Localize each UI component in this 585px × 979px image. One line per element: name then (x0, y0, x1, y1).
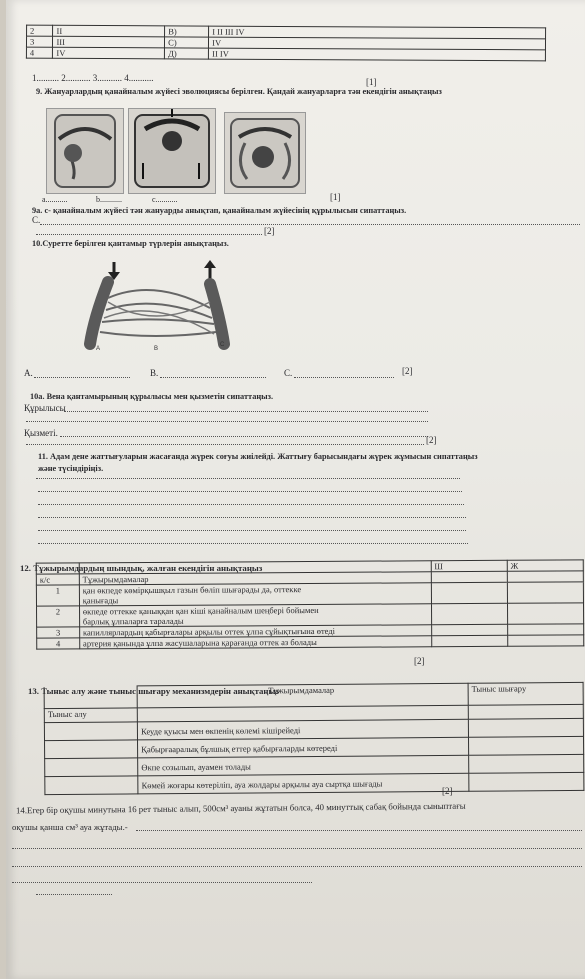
q12-row-statement (79, 636, 431, 649)
q10-answer-b: B. (150, 368, 159, 378)
top-table-cell-v: II IV (209, 48, 546, 61)
q13-inhale-cell[interactable] (45, 758, 138, 777)
q12-header-number: к/с (36, 574, 79, 585)
q12-statement-line1: өкпеде оттекке қаныққан қан кіші қанайналым шеңбері бойымен (82, 604, 319, 617)
top-table-row (26, 47, 545, 61)
q12-statement-line1: қан өкпеде көмірқышқыл газын бөліп шығарады да, оттекке (82, 584, 302, 596)
q12-header-true: Ш (431, 560, 507, 571)
q14-line1: 14.Егер бір оқушы минутына 16 рет тыныс алып, 500см³ ауаны жұтатын болса, 40 минуттық сабақ бойында сыныптағы (15, 800, 466, 816)
q12-false-cell[interactable] (507, 582, 583, 603)
q12-statement-line2: барлық ұлпаларға таралады (82, 615, 184, 627)
q13-exhale-cell[interactable] (468, 718, 583, 737)
top-table-cell-v: IV (209, 37, 546, 50)
mark-q10a: [2] (426, 435, 437, 445)
fig-label-c: C (220, 342, 225, 348)
q12-header-false: Ж (507, 560, 583, 571)
circulation-figure-a (46, 108, 124, 194)
q12-row-number: 4 (37, 638, 80, 649)
q12-true-cell[interactable] (431, 635, 507, 646)
q12-title: 12. Тұжырымдардың шындық, жалған екендігін анықтаңыз (20, 563, 263, 573)
mark-q10: [2] (402, 366, 413, 376)
q13-exhale-cell[interactable] (469, 754, 584, 773)
q13-table (44, 682, 585, 795)
q13-inhale-cell[interactable] (45, 776, 138, 795)
q12-row-number: 1 (36, 585, 79, 606)
q13-exhale-cell[interactable] (469, 736, 584, 755)
top-table-cell-o: Д) (165, 48, 209, 59)
q13-title: 13. Тыныс алу және тыныс шығару механизмдерін анықтаңыз (28, 686, 279, 696)
q10-answer-a: A. (24, 368, 33, 378)
q12-true-cell[interactable] (431, 582, 507, 603)
q12-true-cell[interactable] (431, 603, 507, 624)
q12-statement-line2: қанығады (82, 595, 119, 606)
q13-inhale-cell[interactable] (45, 740, 138, 759)
q12-row-number: 3 (37, 627, 80, 638)
mark-q9a: [2] (264, 226, 275, 236)
top-table-cell-v: I II III IV (209, 26, 546, 39)
q9-label-c: c........... (152, 195, 178, 204)
q9-label-b: b........... (96, 195, 122, 204)
q11-line2: және түсіндіріңіз. (38, 464, 104, 473)
mark-q9: [1] (330, 192, 341, 202)
q9a-text: 9a. c- қанайналым жүйесі тән жануарды анықтап, қанайналым жүйесінің құрылысын сипаттаңыз. (32, 206, 407, 215)
q12-header-statement: Тұжырымдамалар (79, 572, 431, 585)
q12-false-cell[interactable] (507, 635, 583, 646)
q14-line2: оқушы қанша см³ ауа жұтады.- (12, 822, 128, 832)
top-table-cell-o: B) (165, 26, 209, 37)
q13-header-exhale: Тыныс шығару (468, 682, 583, 705)
q9-text: 9. Жануарлардың қанайналым жүйесі эволюциясы берілген. Қандай жануарларға тән екендігін анықтаңыз (36, 87, 442, 96)
mark-q13: [2] (442, 786, 453, 796)
q10a-structure: Құрылысы (24, 403, 66, 413)
fig-label-a: A (96, 346, 101, 352)
q10a-text: 10а. Вена қантамырының құрылысы мен қызметін сипаттаңыз. (30, 392, 274, 401)
q13-header-inhale: Тыныс алу (44, 708, 137, 723)
q12-table (36, 559, 585, 649)
worksheet-page (6, 0, 585, 979)
q12-statement-line1: артерия қанында ұлпа жасушаларына қарағанда оттек аз болады (82, 636, 317, 649)
q13-statement: Қабырғааралық бұлшық еттер қабырғаларды көтереді (138, 737, 469, 758)
q12-row-number: 2 (37, 606, 80, 627)
top-table-cell-r: IV (53, 47, 165, 59)
q13-statement: Кеуде қуысы мен өкпенің көлемі кішірейеді (138, 719, 469, 740)
q9a-c-prefix: C. (32, 215, 41, 225)
q13-exhale-cell[interactable] (469, 772, 584, 791)
top-answer-table (26, 25, 546, 62)
top-table-cell-n: 4 (26, 47, 53, 58)
q13-row (45, 772, 584, 794)
q12-statement-line1: капиллярлардың қабырғалары арқылы оттек ұлпа сұйықтығына өтеді (82, 625, 336, 638)
answer-line-q8: 1.......... 2........... 3........... 4........... (32, 73, 154, 83)
q12-false-cell[interactable] (507, 603, 583, 624)
q10-answer-c: C. (284, 368, 293, 378)
circulation-figure-c (224, 112, 306, 194)
q12-false-cell[interactable] (507, 624, 583, 635)
q10a-function: Қызметі. (24, 428, 58, 438)
mark-q12: [2] (414, 656, 425, 666)
mark-q8: [1] (366, 77, 377, 87)
top-table-cell-r: II (53, 25, 165, 37)
q13-inhale-cell[interactable] (44, 722, 137, 741)
top-table-cell-r: III (53, 36, 165, 48)
q12-row-statement (79, 583, 431, 606)
top-table-cell-n: 2 (27, 25, 54, 36)
blood-vessels-figure (84, 258, 234, 352)
q12-true-cell[interactable] (431, 624, 507, 635)
q11-line1: 11. Адам дене жаттығуларын жасағанда жүрек соғуы жиілейді. Жаттығу барысындағы жүрек жұмысын сипаттаңыз (38, 452, 478, 461)
q13-statement: Өкпе созылып, ауамен толады (138, 755, 469, 776)
q13-statement: Көмей жоғары көтеріліп, ауа жолдары арқылы ауа сыртқа шығады (138, 773, 469, 794)
q10-text: 10.Суретте берілген қантамыр түрлерін анықтаңыз. (32, 239, 229, 248)
q12-row-statement (79, 604, 431, 627)
circulation-figure-b (128, 108, 216, 194)
fig-label-b: B (154, 346, 159, 352)
q13-header-statements: Тұжырымдамалар (137, 683, 468, 708)
q9-label-a: a........... (42, 195, 68, 204)
top-table-cell-o: C) (165, 37, 209, 48)
top-table-cell-n: 3 (26, 36, 53, 47)
